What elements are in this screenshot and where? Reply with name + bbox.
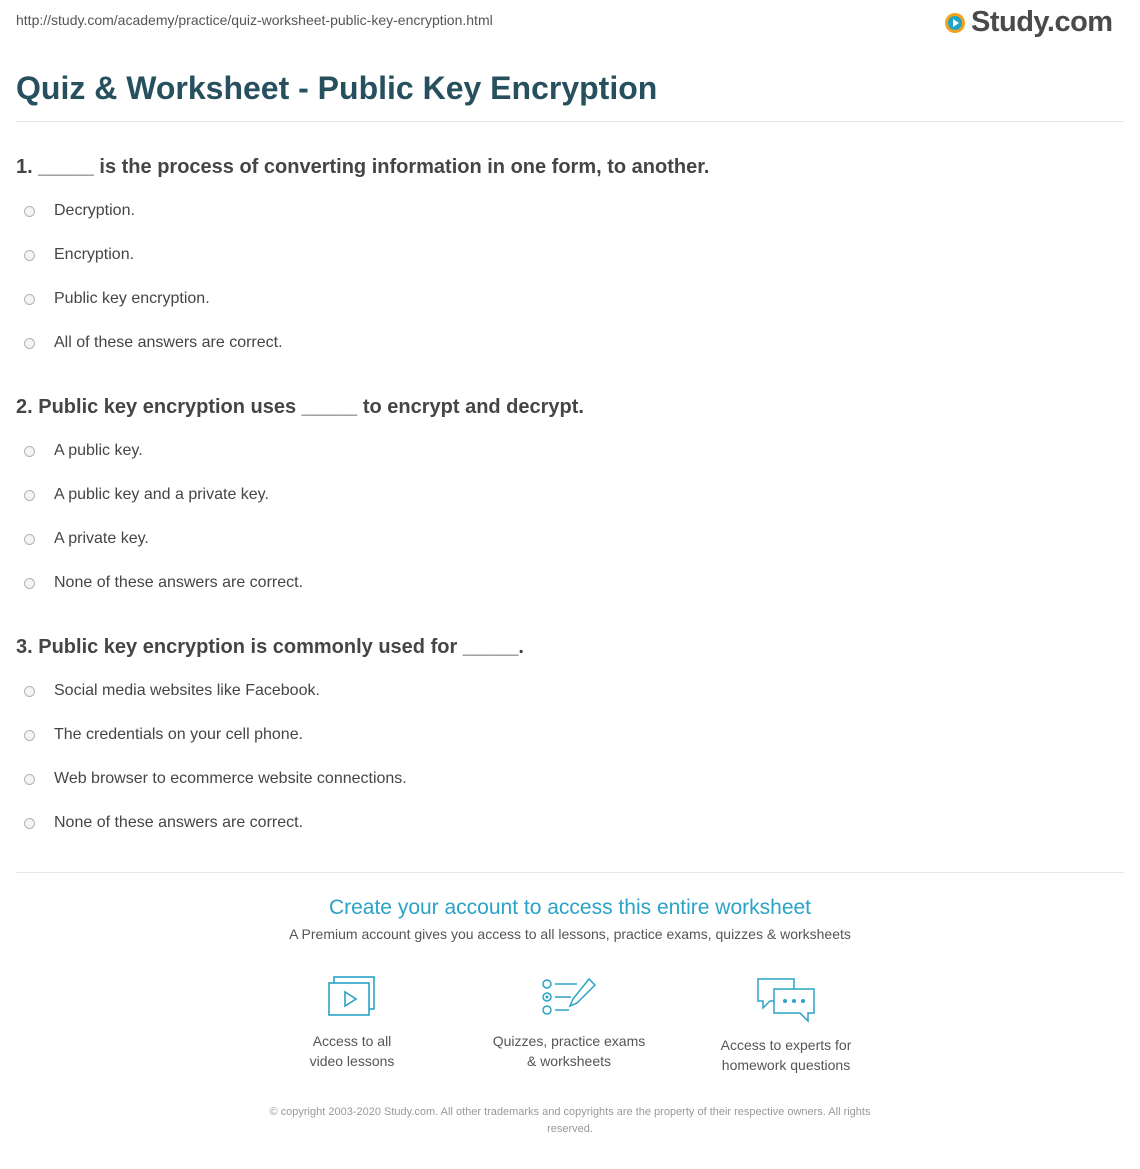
answer-option[interactable] — [16, 189, 1124, 233]
answer-label: All of these answers are correct. — [54, 334, 283, 351]
answer-option[interactable] — [16, 561, 1124, 605]
answer-label: A private key. — [54, 530, 149, 547]
answer-option[interactable] — [16, 713, 1124, 757]
feature-label-line2: video lessons — [309, 1053, 395, 1069]
answer-option[interactable] — [16, 473, 1124, 517]
feature-experts — [701, 975, 871, 1075]
radio-button[interactable] — [24, 686, 35, 697]
feature-quizzes — [484, 975, 654, 1071]
answer-option[interactable] — [16, 757, 1124, 801]
answer-option[interactable] — [16, 233, 1124, 277]
page-title: Quiz & Worksheet - Public Key Encryption — [16, 70, 658, 106]
radio-button[interactable] — [24, 490, 35, 501]
study-com-logo[interactable] — [945, 6, 1113, 39]
question-text: 1. _____ is the process of converting information in one form, to another. — [16, 156, 710, 178]
page-url: http://study.com/academy/practice/quiz-worksheet-public-key-encryption.html — [16, 12, 493, 28]
copyright-line1: © copyright 2003-2020 Study.com. All other trademarks and copyrights are the property of their respective owners. All rights — [269, 1106, 871, 1118]
answer-label: A public key. — [54, 442, 143, 459]
video-lessons-icon — [325, 975, 379, 1021]
radio-button[interactable] — [24, 578, 35, 589]
feature-label-line1: Access to all — [312, 1033, 392, 1049]
radio-button[interactable] — [24, 730, 35, 741]
question-2 — [16, 395, 1124, 605]
question-text: 2. Public key encryption uses _____ to encrypt and decrypt. — [16, 396, 584, 418]
play-logo-icon — [945, 13, 965, 33]
radio-button[interactable] — [24, 818, 35, 829]
answer-option[interactable] — [16, 429, 1124, 473]
radio-button[interactable] — [24, 294, 35, 305]
quiz-checklist-icon — [541, 975, 597, 1021]
feature-label-line1: Access to experts for — [720, 1037, 852, 1053]
answer-label: The credentials on your cell phone. — [54, 726, 304, 743]
question-1 — [16, 155, 1124, 365]
cta-divider — [16, 872, 1124, 873]
radio-button[interactable] — [24, 446, 35, 457]
answer-label: Social media websites like Facebook. — [54, 682, 320, 699]
copyright — [0, 1104, 1140, 1138]
radio-button[interactable] — [24, 774, 35, 785]
answer-option[interactable] — [16, 801, 1124, 845]
create-account-link[interactable]: Create your account to access this entire worksheet — [328, 896, 812, 919]
feature-label-line2: homework questions — [721, 1057, 851, 1073]
answer-label: Web browser to ecommerce website connections. — [54, 770, 407, 787]
feature-label-line2: & worksheets — [526, 1053, 612, 1069]
question-text: 3. Public key encryption is commonly used for _____. — [16, 636, 524, 658]
logo-text: Study.com — [971, 6, 1113, 38]
answer-option[interactable] — [16, 669, 1124, 713]
premium-description: A Premium account gives you access to all lessons, practice exams, quizzes & worksheets — [289, 926, 851, 942]
radio-button[interactable] — [24, 250, 35, 261]
answer-option[interactable] — [16, 321, 1124, 365]
answer-label: None of these answers are correct. — [54, 814, 304, 831]
title-divider — [16, 121, 1124, 122]
answer-label: None of these answers are correct. — [54, 574, 304, 591]
answer-label: A public key and a private key. — [54, 486, 269, 503]
radio-button[interactable] — [24, 534, 35, 545]
answer-label: Encryption. — [54, 246, 135, 263]
feature-label-line1: Quizzes, practice exams — [492, 1033, 646, 1049]
radio-button[interactable] — [24, 206, 35, 217]
copyright-line2: reserved. — [547, 1123, 593, 1135]
answer-option[interactable] — [16, 277, 1124, 321]
chat-experts-icon — [754, 975, 818, 1025]
radio-button[interactable] — [24, 338, 35, 349]
answer-label: Public key encryption. — [54, 290, 210, 307]
feature-video-lessons — [267, 975, 437, 1071]
answer-label: Decryption. — [54, 202, 135, 219]
question-3 — [16, 635, 1124, 845]
answer-option[interactable] — [16, 517, 1124, 561]
